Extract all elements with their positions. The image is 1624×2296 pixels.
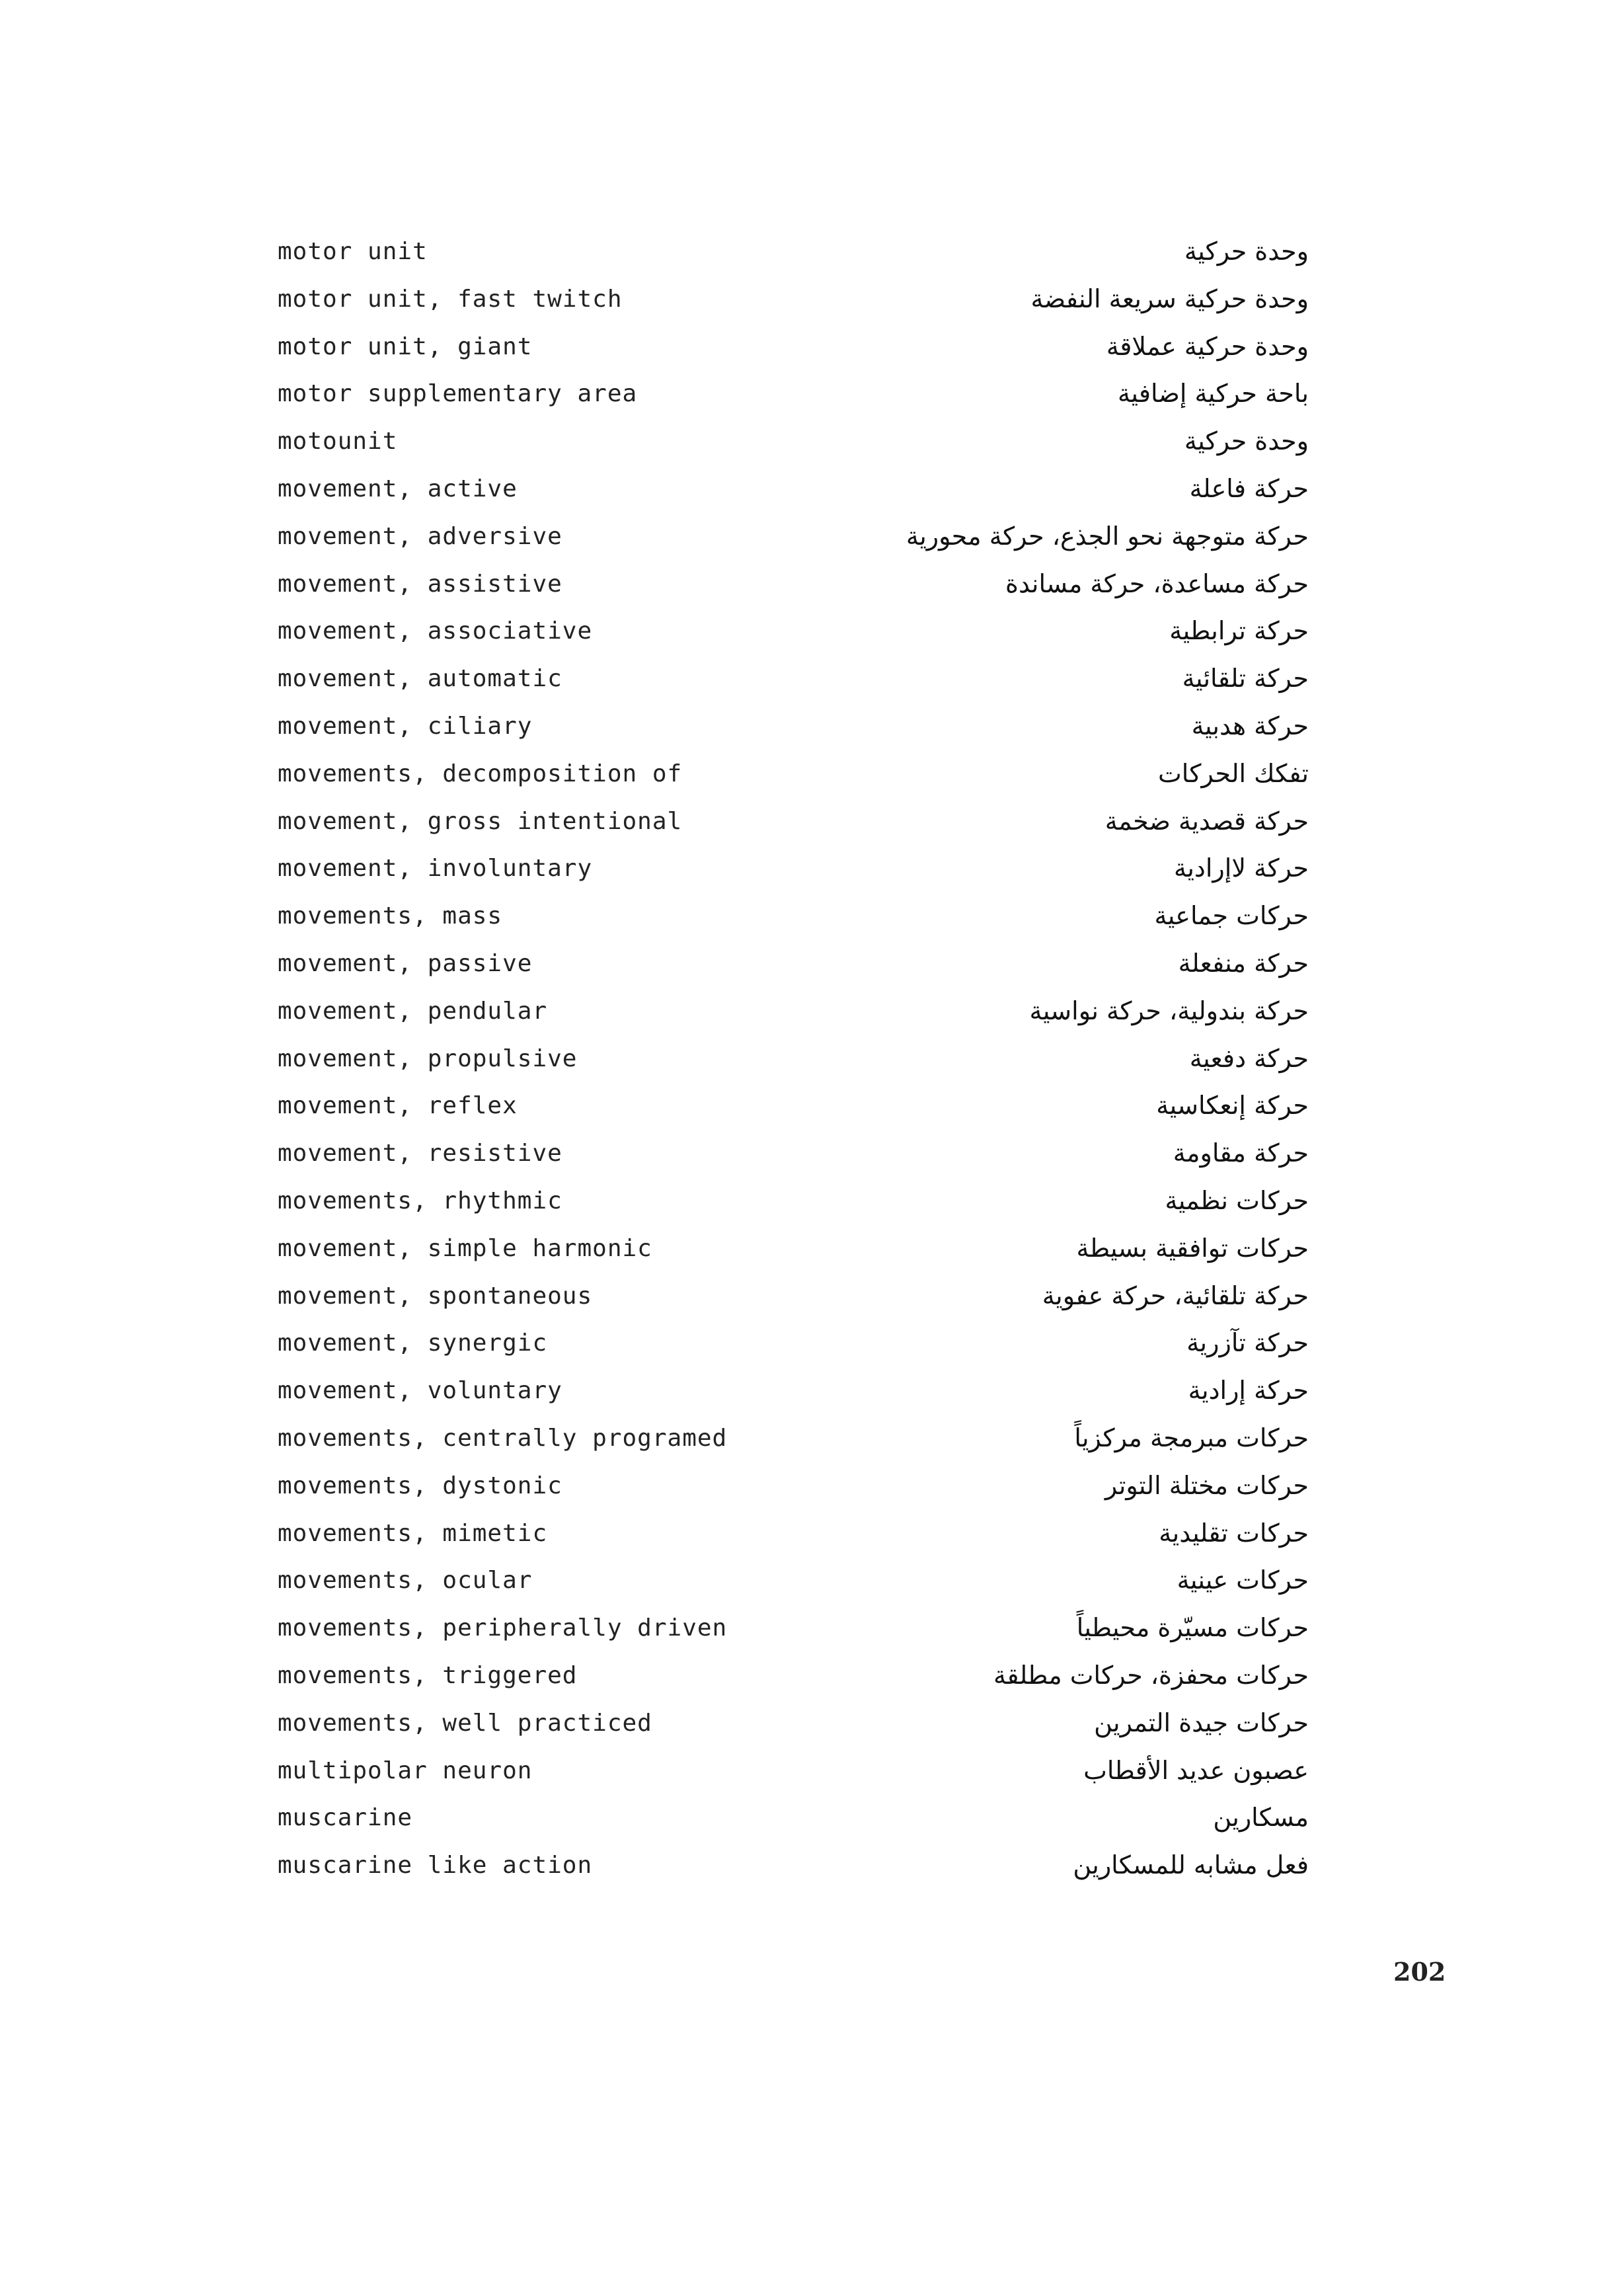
glossary-entry bbox=[264, 418, 1309, 465]
glossary-entry bbox=[264, 1700, 1309, 1747]
arabic-term: وحدة حركية bbox=[1184, 237, 1309, 266]
english-term: muscarine like action bbox=[278, 1852, 593, 1880]
glossary-entry bbox=[264, 370, 1309, 418]
glossary-entry bbox=[264, 513, 1309, 561]
glossary-entry bbox=[264, 1747, 1309, 1795]
glossary-entry bbox=[264, 1082, 1309, 1130]
arabic-term: حركة قصدية ضخمة bbox=[1104, 806, 1309, 836]
arabic-term: حركة تلقائية bbox=[1182, 664, 1309, 693]
arabic-term: حركات محفزة، حركات مطلقة bbox=[993, 1660, 1309, 1690]
english-term: multipolar neuron bbox=[278, 1757, 533, 1784]
glossary-entry bbox=[264, 988, 1309, 1035]
glossary-entry bbox=[264, 798, 1309, 846]
english-term: movements, ocular bbox=[278, 1567, 533, 1595]
arabic-term: حركة تلقائية، حركة عفوية bbox=[1042, 1281, 1309, 1310]
glossary-entry bbox=[264, 1367, 1309, 1415]
arabic-term: باحة حركية إضافية bbox=[1118, 379, 1309, 409]
arabic-term: وحدة حركية سريعة النفضة bbox=[1030, 284, 1309, 313]
glossary-entry bbox=[264, 465, 1309, 513]
arabic-term: حركات نظمية bbox=[1165, 1185, 1309, 1215]
english-term: movement, active bbox=[278, 475, 518, 502]
english-term: movements, centrally programed bbox=[278, 1424, 728, 1452]
arabic-term: حركة مساعدة، حركة مساندة bbox=[1005, 569, 1309, 598]
page-number: 202 bbox=[1393, 1957, 1446, 1987]
arabic-term: حركات جيدة التمرين bbox=[1094, 1708, 1309, 1737]
english-term: motor unit bbox=[278, 238, 428, 265]
glossary-entry bbox=[264, 703, 1309, 750]
english-term: movement, spontaneous bbox=[278, 1282, 593, 1310]
glossary-entry bbox=[264, 1415, 1309, 1462]
arabic-term: حركات جماعية bbox=[1154, 901, 1309, 931]
arabic-term: عصبون عديد الأقطاب bbox=[1083, 1755, 1309, 1785]
english-term: movement, automatic bbox=[278, 665, 562, 693]
glossary-entry bbox=[264, 276, 1309, 323]
english-term: movements, peripherally driven bbox=[278, 1614, 728, 1642]
arabic-term: وحدة حركية bbox=[1184, 426, 1309, 456]
english-term: movements, mass bbox=[278, 902, 503, 930]
glossary-entry bbox=[264, 608, 1309, 655]
arabic-term: حركة تآزرية bbox=[1186, 1328, 1309, 1358]
english-term: movement, reflex bbox=[278, 1092, 518, 1120]
arabic-term: حركات مختلة التوتر bbox=[1104, 1470, 1309, 1500]
glossary-entry bbox=[264, 1035, 1309, 1083]
english-term: movement, voluntary bbox=[278, 1377, 562, 1405]
english-term: movement, passive bbox=[278, 949, 533, 977]
glossary-entries bbox=[264, 228, 1309, 1889]
arabic-term: حركة متوجهة نحو الجذع، حركة محورية bbox=[906, 521, 1309, 551]
english-term: movements, dystonic bbox=[278, 1472, 562, 1499]
glossary-entry bbox=[264, 1225, 1309, 1273]
english-term: movement, associative bbox=[278, 617, 593, 645]
english-term: motor unit, fast twitch bbox=[278, 285, 623, 313]
arabic-term: حركة ترابطية bbox=[1169, 616, 1309, 646]
arabic-term: فعل مشابه للمسكارين bbox=[1073, 1850, 1309, 1880]
arabic-term: حركة إرادية bbox=[1188, 1376, 1309, 1405]
glossary-entry bbox=[264, 1510, 1309, 1558]
arabic-term: حركة دفعية bbox=[1189, 1043, 1309, 1073]
arabic-term: حركات تقليدية bbox=[1159, 1518, 1309, 1548]
english-term: movements, triggered bbox=[278, 1661, 578, 1689]
glossary-entry bbox=[264, 1557, 1309, 1604]
english-term: muscarine bbox=[278, 1804, 413, 1832]
arabic-term: حركات توافقية بسيطة bbox=[1076, 1233, 1309, 1263]
english-term: movements, decomposition of bbox=[278, 760, 683, 787]
english-term: movement, synergic bbox=[278, 1329, 548, 1357]
english-term: movement, assistive bbox=[278, 570, 562, 598]
glossary-entry bbox=[264, 750, 1309, 798]
arabic-term: حركة فاعلة bbox=[1189, 473, 1309, 503]
glossary-entry bbox=[264, 1652, 1309, 1700]
english-term: movement, adversive bbox=[278, 522, 562, 550]
glossary-entry bbox=[264, 1130, 1309, 1177]
glossary-entry bbox=[264, 892, 1309, 940]
arabic-term: حركة لاإرادية bbox=[1173, 853, 1309, 883]
glossary-entry bbox=[264, 845, 1309, 892]
english-term: motor supplementary area bbox=[278, 380, 638, 408]
arabic-term: مسكارين bbox=[1213, 1803, 1309, 1833]
english-term: movement, pendular bbox=[278, 997, 548, 1025]
english-term: movement, propulsive bbox=[278, 1045, 578, 1072]
arabic-term: حركة منفعلة bbox=[1178, 948, 1309, 978]
english-term: movements, well practiced bbox=[278, 1709, 652, 1737]
english-term: motounit bbox=[278, 428, 398, 455]
arabic-term: حركات مسيّرة محيطياً bbox=[1076, 1613, 1309, 1643]
glossary-entry bbox=[264, 1604, 1309, 1652]
glossary-entry bbox=[264, 323, 1309, 371]
arabic-term: حركات عينية bbox=[1177, 1565, 1309, 1595]
glossary-entry bbox=[264, 1842, 1309, 1889]
glossary-entry bbox=[264, 228, 1309, 276]
glossary-entry bbox=[264, 1320, 1309, 1367]
english-term: movement, resistive bbox=[278, 1140, 562, 1168]
english-term: movement, simple harmonic bbox=[278, 1234, 652, 1262]
arabic-term: حركة بندولية، حركة نواسية bbox=[1029, 996, 1309, 1025]
arabic-term: حركات مبرمجة مركزياً bbox=[1074, 1423, 1309, 1452]
arabic-term: حركة إنعكاسية bbox=[1156, 1091, 1309, 1121]
english-term: movement, ciliary bbox=[278, 712, 533, 740]
glossary-entry bbox=[264, 561, 1309, 608]
glossary-entry bbox=[264, 1273, 1309, 1320]
glossary-entry bbox=[264, 1794, 1309, 1842]
english-term: movement, gross intentional bbox=[278, 807, 683, 835]
english-term: movements, mimetic bbox=[278, 1519, 548, 1547]
arabic-term: حركة هدبية bbox=[1191, 711, 1309, 740]
arabic-term: تفكك الحركات bbox=[1158, 758, 1309, 788]
english-term: movements, rhythmic bbox=[278, 1187, 562, 1214]
glossary-entry bbox=[264, 1177, 1309, 1225]
english-term: motor unit, giant bbox=[278, 333, 533, 360]
glossary-entry bbox=[264, 940, 1309, 988]
arabic-term: وحدة حركية عملاقة bbox=[1106, 331, 1309, 361]
glossary-entry bbox=[264, 1462, 1309, 1510]
arabic-term: حركة مقاومة bbox=[1173, 1138, 1309, 1168]
glossary-entry bbox=[264, 655, 1309, 703]
english-term: movement, involuntary bbox=[278, 855, 593, 883]
